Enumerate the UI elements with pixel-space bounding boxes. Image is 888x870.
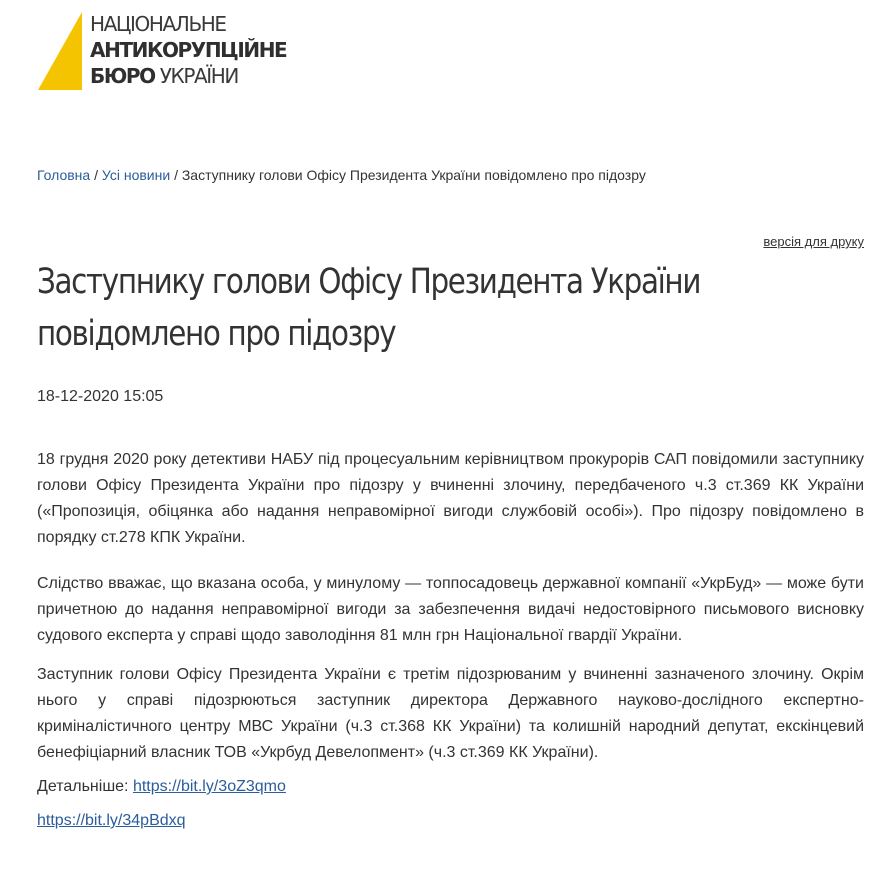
article-paragraph: Заступник голови Офісу Президента України є третім підозрюваним у вчиненні зазначеного злочину. Окрім нього у справі підозрюються заступник директора Державного науково-дослідного експертно-криміналістичного центру МВС України (ч.3 ст.368 КК України) та колишній народний депутат, екскінцевий бенефіціарний власник ТОВ «Укрбуд Девелопмент» (ч.3 ст.369 КК України). bbox=[37, 666, 864, 761]
logo-line-3-bold: БЮРО bbox=[90, 64, 155, 88]
logo-line-2: АНТИКОРУПЦІЙНЕ bbox=[90, 38, 287, 62]
article-body bbox=[37, 447, 864, 842]
article-date: 18-12-2020 15:05 bbox=[37, 388, 164, 405]
print-version-link[interactable]: версія для друку bbox=[763, 234, 864, 249]
logo-text bbox=[90, 11, 286, 89]
breadcrumb-current: Заступнику голови Офісу Президента України повідомлено про підозру bbox=[181, 167, 646, 183]
details-label: Детальніше: bbox=[37, 778, 133, 795]
nabu-logo[interactable] bbox=[38, 10, 287, 90]
details-link-1[interactable]: https://bit.ly/3oZ3qmo bbox=[132, 778, 286, 795]
breadcrumb-news-link[interactable]: Усі новини bbox=[101, 167, 171, 183]
logo-line-1: НАЦІОНАЛЬНЕ bbox=[90, 12, 226, 36]
details-line bbox=[37, 774, 864, 800]
breadcrumb bbox=[37, 167, 646, 183]
details-link-2[interactable]: https://bit.ly/34pBdxq bbox=[37, 812, 186, 829]
article-paragraph: Слідство вважає, що вказана особа, у минулому — топпосадовець державної компанії «УкрБуд» — може бути причетною до надання неправомірної вигоди за забезпечення видачі недостовірного письмового висновку судового експерта у справі щодо заволодіння 81 млн грн Національної гвардії України. bbox=[37, 575, 864, 644]
article-title: Заступнику голови Офісу Президента України повідомлено про підозру bbox=[37, 262, 701, 354]
logo-mark-icon bbox=[38, 12, 82, 90]
details-line-2 bbox=[37, 808, 864, 834]
logo-line-3-rest: УКРАЇНИ bbox=[159, 64, 238, 88]
breadcrumb-separator: / bbox=[174, 167, 178, 183]
breadcrumb-home-link[interactable]: Головна bbox=[37, 167, 91, 183]
article-paragraph: 18 грудня 2020 року детективи НАБУ під процесуальним керівництвом прокурорів САП повідомили заступнику голови Офісу Президента України про підозру у вчиненні злочину, передбаченого ч.3 ст.369 КК України («Пропозиція, обіцянка або надання неправомірної вигоди службовій особі»). Про підозру повідомлено в порядку ст.278 КПК України. bbox=[37, 451, 864, 546]
breadcrumb-separator: / bbox=[94, 167, 98, 183]
